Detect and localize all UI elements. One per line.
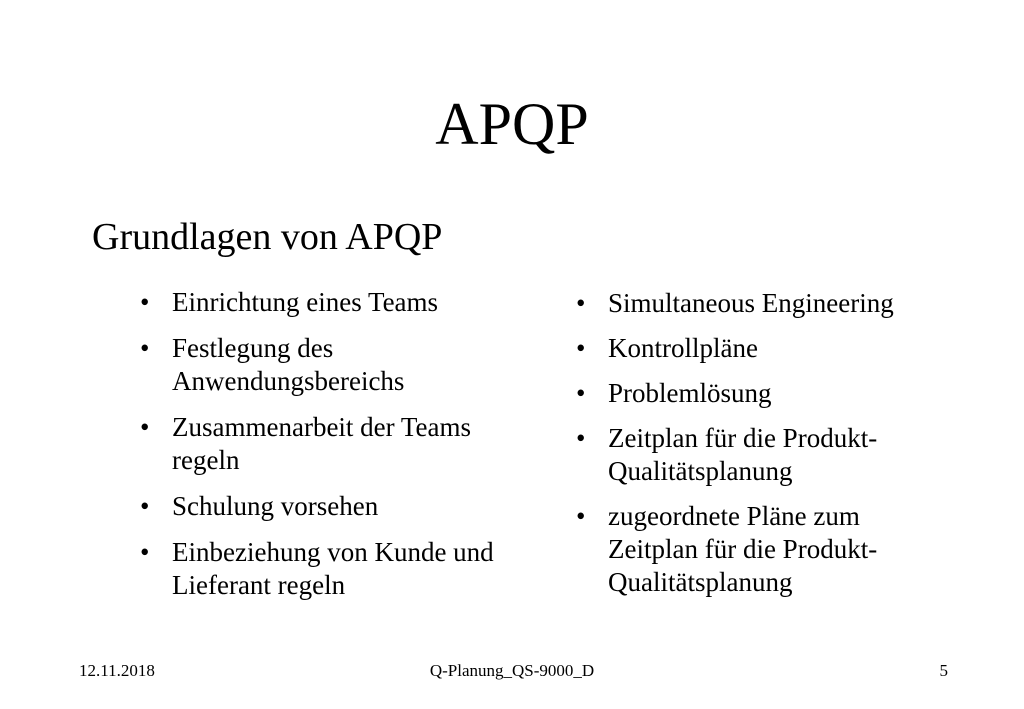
- list-item: [140, 332, 472, 398]
- bullet-icon: •: [576, 423, 586, 453]
- bullet-icon: •: [140, 412, 150, 442]
- list-item-label: Simultaneous Engineering: [608, 288, 894, 318]
- list-item-label: Einbeziehung von Kunde und Lieferant regeln: [172, 537, 494, 600]
- bullet-icon: •: [576, 501, 586, 531]
- list-item-label: Problemlösung: [608, 378, 772, 408]
- list-item-label: Festlegung des Anwendungsbereichs: [172, 333, 405, 396]
- list-item: [140, 286, 520, 319]
- list-item: [140, 411, 472, 477]
- bullet-icon: •: [140, 287, 150, 317]
- section-heading: Grundlagen von APQP: [92, 216, 443, 258]
- list-item-label: Schulung vorsehen: [172, 491, 379, 521]
- list-item: [576, 500, 938, 599]
- bullet-icon: •: [576, 288, 586, 318]
- bullet-icon: •: [140, 491, 150, 521]
- footer-date: 12.11.2018: [79, 661, 155, 680]
- list-item: [576, 377, 996, 410]
- list-item-label: Zusammenarbeit der Teams regeln: [172, 412, 472, 475]
- footer-title: Q-Planung_QS-9000_D: [429, 661, 595, 680]
- list-item: [140, 490, 520, 523]
- bullet-icon: •: [140, 333, 150, 363]
- left-bullet-list: [140, 286, 520, 615]
- list-item: [576, 332, 996, 365]
- bullet-icon: •: [140, 537, 150, 567]
- list-item: [140, 536, 532, 602]
- right-bullet-list: [576, 287, 996, 611]
- page-number: 5: [939, 661, 948, 680]
- bullet-icon: •: [576, 378, 586, 408]
- list-item-label: zugeordnete Pläne zum Zeitplan für die Produkt-Qualitätsplanung: [608, 501, 878, 597]
- list-item: [576, 422, 938, 488]
- list-item: [576, 287, 996, 320]
- list-item-label: Zeitplan für die Produkt-Qualitätsplanung: [608, 423, 878, 486]
- slide-title: APQP: [435, 91, 589, 157]
- bullet-icon: •: [576, 333, 586, 363]
- list-item-label: Kontrollpläne: [608, 333, 758, 363]
- list-item-label: Einrichtung eines Teams: [172, 287, 439, 317]
